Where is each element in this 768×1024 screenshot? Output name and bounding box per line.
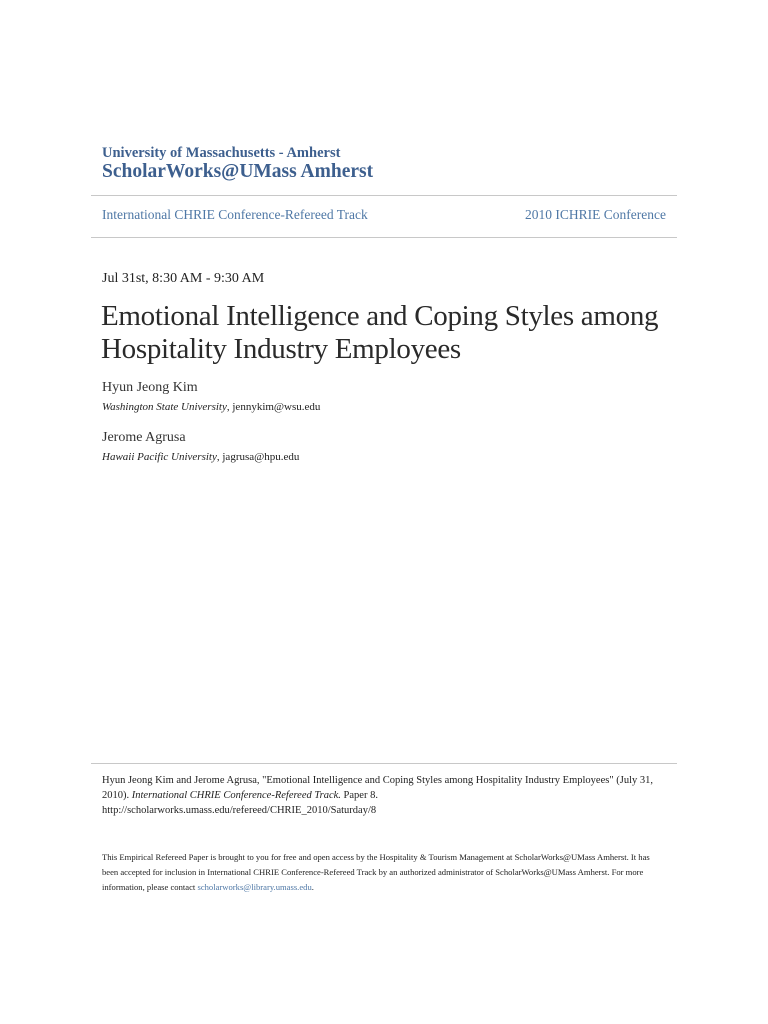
paper-title: Emotional Intelligence and Coping Styles among Hospitality Industry Employees [101, 300, 659, 365]
notice-end: . [311, 882, 314, 892]
author-name: Jerome Agrusa [102, 430, 186, 445]
series-link[interactable]: International CHRIE Conference-Refereed Track [102, 207, 368, 222]
citation-paper-number: Paper 8. [343, 790, 378, 801]
citation-block [102, 773, 668, 818]
author-affiliation: Washington State University, jennykim@wsu.edu [102, 401, 321, 413]
author-email[interactable]: jagrusa@hpu.edu [222, 451, 300, 463]
citation-text: Hyun Jeong Kim and Jerome Agrusa, "Emotional Intelligence and Coping Styles among Hospitality Industry Employees" (July 31, 2010). [102, 775, 653, 801]
author-institution: Washington State University [102, 401, 227, 413]
author-name: Hyun Jeong Kim [102, 380, 198, 395]
contact-email-link[interactable]: scholarworks@library.umass.edu [197, 882, 312, 892]
session-date: Jul 31st, 8:30 AM - 9:30 AM [102, 271, 265, 286]
header-divider [91, 195, 677, 196]
access-notice [102, 850, 668, 895]
nav-divider [91, 237, 677, 238]
author-institution: Hawaii Pacific University [102, 451, 217, 463]
author-affiliation: Hawaii Pacific University, jagrusa@hpu.edu [102, 451, 300, 463]
citation-series: International CHRIE Conference-Refereed Track. [131, 790, 341, 801]
citation-url[interactable]: http://scholarworks.umass.edu/refereed/CHRIE_2010/Saturday/8 [102, 805, 377, 816]
author-email[interactable]: jennykim@wsu.edu [232, 401, 321, 413]
repository-name[interactable]: ScholarWorks@UMass Amherst [102, 161, 374, 182]
notice-text: This Empirical Refereed Paper is brought to you for free and open access by the Hospitality & Tourism Management at ScholarWorks@UMass Amherst. It has been accepted for inclusion in International CHRIE Conference-Refereed Track by an authorized administrator of ScholarWorks@UMass Amherst. For more information, please contact [102, 852, 650, 892]
footer-divider [91, 763, 677, 764]
university-name[interactable]: University of Massachusetts - Amherst [102, 145, 341, 161]
event-link[interactable]: 2010 ICHRIE Conference [525, 207, 666, 222]
